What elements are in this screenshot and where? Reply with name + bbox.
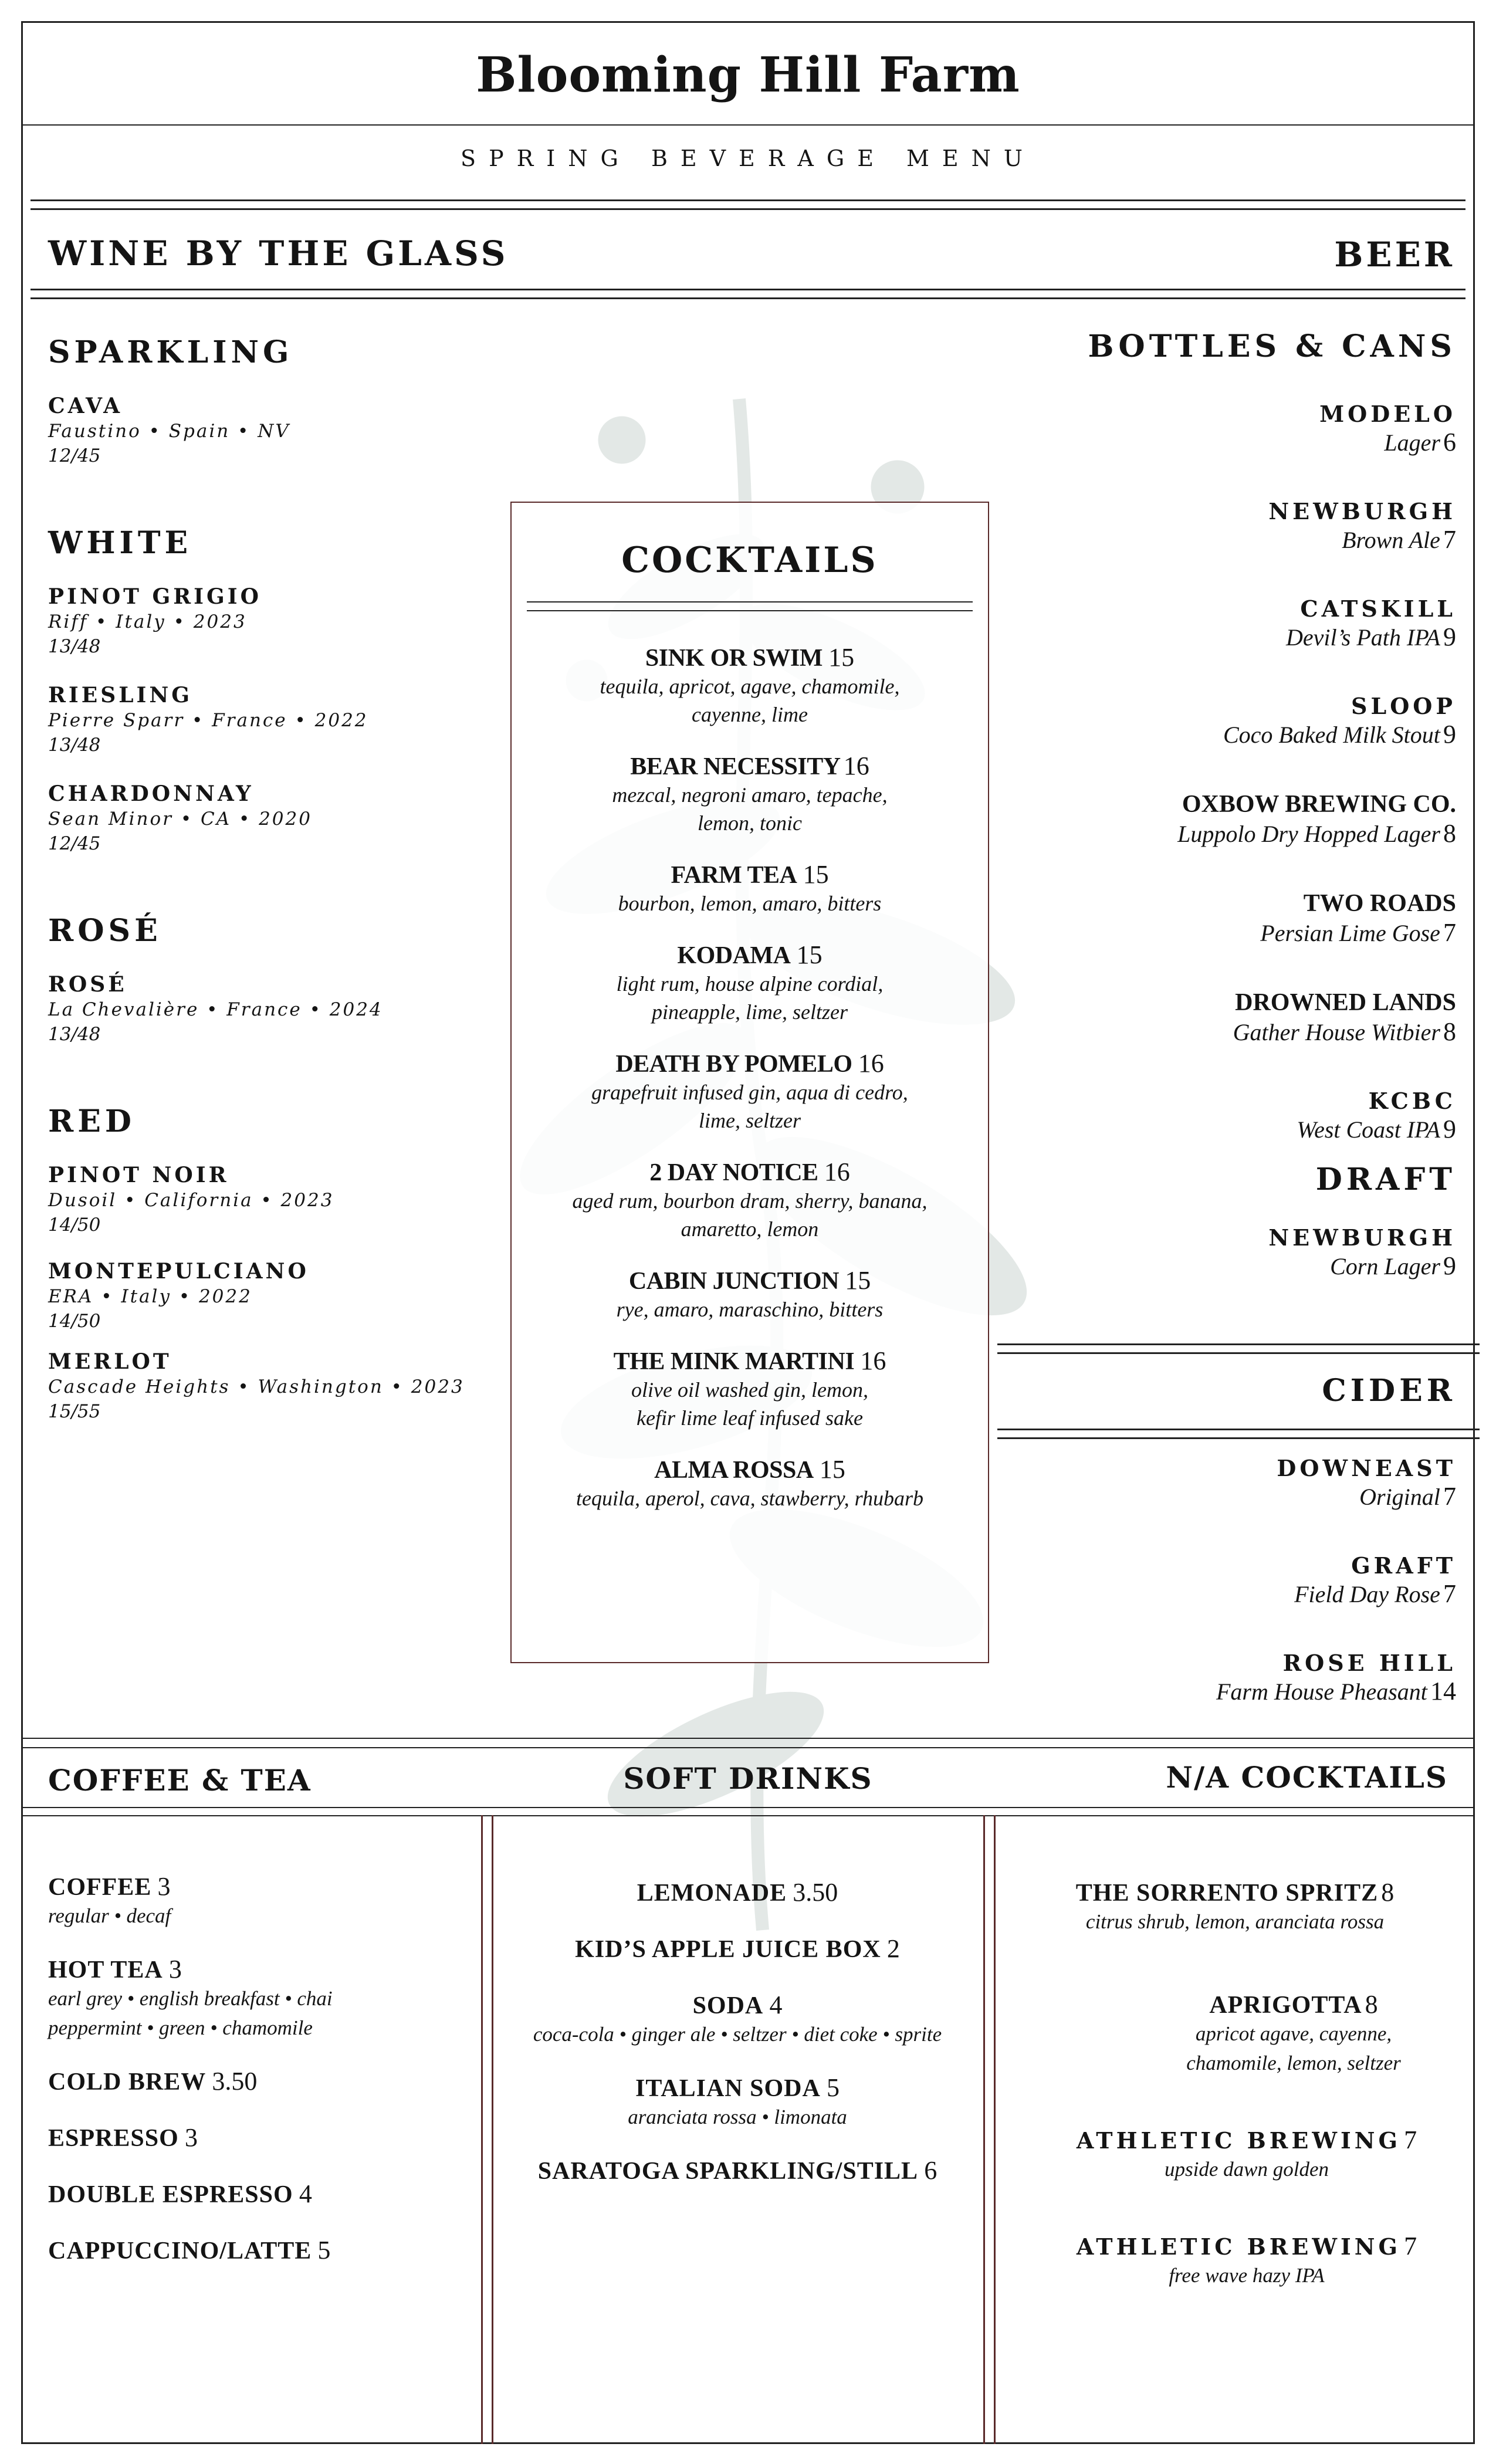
beer-name: MODELO	[1319, 401, 1456, 427]
farm-name-title: Blooming Hill Farm	[476, 47, 1020, 103]
coffee-name: COFFEE	[48, 1874, 152, 1901]
cider-name: DOWNEAST	[1277, 1455, 1456, 1481]
cocktail-item	[510, 859, 989, 918]
cocktail-desc: amaretto, lemon	[681, 1217, 819, 1241]
bottles-cans-heading: BOTTLES & CANS	[1088, 329, 1456, 364]
beer-style: West Coast IPA	[1297, 1116, 1440, 1143]
wine-item	[48, 781, 506, 854]
soft-drink-name: LEMONADE	[637, 1880, 787, 1907]
coffee-item	[48, 1954, 471, 2043]
beer-price: 6	[1443, 428, 1456, 456]
wine-price: 12/45	[48, 445, 101, 466]
column-divider-right-a	[983, 1815, 985, 2444]
beer-name: OXBOW BREWING CO.	[1182, 791, 1456, 818]
coffee-price: 3.50	[212, 2067, 258, 2096]
cider-rule-bottom-a	[997, 1429, 1480, 1430]
header-rule-double-bottom	[31, 208, 1465, 210]
coffee-name: HOT TEA	[48, 1957, 163, 1984]
wine-price: 13/48	[48, 735, 101, 756]
cocktail-name: ALMA ROSSA	[654, 1457, 814, 1484]
na-cocktail-item	[1003, 2125, 1455, 2184]
soft-drinks-heading: SOFT DRINKS	[623, 1761, 873, 1796]
coffee-tea-list	[48, 1871, 471, 2265]
wine-item	[48, 972, 506, 1045]
coffee-desc: regular • decaf	[48, 1904, 171, 1927]
wine-by-the-glass-heading: WINE BY THE GLASS	[48, 233, 509, 273]
bottom-heading-rule-a	[21, 1807, 1475, 1808]
soft-drink-name: KID’S APPLE JUICE BOX	[575, 1936, 881, 1963]
beer-price: 8	[1443, 819, 1456, 848]
na-cocktail-name: ATHLETIC BREWING	[1076, 2127, 1401, 2154]
beer-price: 9	[1443, 1115, 1456, 1143]
cocktail-price: 15	[803, 860, 829, 889]
cocktail-desc: lemon, tonic	[698, 811, 802, 835]
cocktail-price: 16	[858, 1049, 884, 1078]
soft-drink-price: 2	[886, 1934, 900, 1963]
cocktail-item	[510, 940, 989, 1026]
column-divider-left-a	[481, 1815, 483, 2444]
wine-name: ROSÉ	[48, 972, 127, 997]
coffee-name: ESPRESSO	[48, 2125, 179, 2152]
beer-item	[1009, 989, 1456, 1047]
na-cocktail-desc: chamomile, lemon, seltzer	[1186, 2052, 1401, 2074]
wine-item	[48, 584, 506, 657]
coffee-price: 3	[184, 2123, 198, 2152]
soft-drink-price: 3.50	[793, 1878, 838, 1907]
cider-item	[1009, 1650, 1456, 1706]
draft-heading: DRAFT	[1315, 1162, 1456, 1197]
beer-item	[1009, 1088, 1456, 1144]
coffee-name: DOUBLE ESPRESSO	[48, 2181, 293, 2208]
beer-name: NEWBURGH	[1268, 498, 1456, 524]
cocktail-desc: mezcal, negroni amaro, tepache,	[612, 783, 888, 807]
cocktail-item	[510, 1265, 989, 1324]
bottom-rule-b	[21, 1747, 1475, 1748]
cider-item	[1009, 1552, 1456, 1609]
coffee-tea-heading: COFFEE & TEA	[48, 1763, 312, 1798]
beer-style: Brown Ale	[1342, 527, 1440, 553]
column-divider-left-b	[492, 1815, 493, 2444]
cocktails-rule-bottom	[527, 610, 973, 611]
cider-rule-top-b	[997, 1352, 1480, 1354]
cider-style: Farm House Pheasant	[1216, 1678, 1427, 1705]
wine-name: CHARDONNAY	[48, 781, 254, 806]
cocktail-list	[510, 642, 989, 1512]
beer-style: Devil’s Path IPA	[1285, 624, 1440, 651]
cocktail-desc: tequila, apricot, agave, chamomile,	[600, 675, 900, 698]
cider-price: 14	[1430, 1677, 1456, 1705]
soft-drinks-list	[494, 1877, 981, 2185]
wine-details: Cascade Heights • Washington • 2023	[48, 1376, 465, 1397]
header-divider	[21, 124, 1475, 126]
wine-item	[48, 1163, 506, 1236]
cider-rule-top-a	[997, 1343, 1480, 1345]
wine-price: 14/50	[48, 1214, 101, 1236]
beer-price: 8	[1443, 1017, 1456, 1046]
cider-list	[1009, 1455, 1456, 1706]
beer-item	[1009, 401, 1456, 457]
cocktail-item	[510, 642, 989, 729]
beer-heading: BEER	[1334, 235, 1455, 275]
soft-drink-name: ITALIAN SODA	[635, 2075, 821, 2102]
beer-name: NEWBURGH	[1268, 1224, 1456, 1251]
cocktail-desc: grapefruit infused gin, aqua di cedro,	[591, 1081, 908, 1104]
wine-item	[48, 394, 506, 466]
cocktail-desc: cayenne, lime	[692, 703, 808, 726]
na-cocktail-item	[1003, 2231, 1455, 2290]
coffee-name: COLD BREW	[48, 2069, 207, 2096]
na-cocktails-list	[1003, 1877, 1455, 2290]
header-rule-double-top	[31, 199, 1465, 201]
soft-drink-item	[494, 1934, 981, 1964]
beer-style: Gather House Witbier	[1233, 1019, 1440, 1045]
cider-price: 7	[1443, 1579, 1456, 1608]
cocktail-desc: light rum, house alpine cordial,	[616, 972, 884, 996]
beer-item	[1009, 790, 1456, 848]
wine-price: 15/55	[48, 1401, 101, 1422]
wine-item	[48, 1349, 506, 1422]
wine-details: Faustino • Spain • NV	[48, 421, 290, 442]
cocktail-item	[510, 1454, 989, 1512]
na-cocktail-desc: apricot agave, cayenne,	[1195, 2022, 1392, 2045]
wine-details: Pierre Sparr • France • 2022	[48, 710, 368, 731]
wine-name: MONTEPULCIANO	[48, 1259, 309, 1284]
cider-item	[1009, 1455, 1456, 1511]
wine-column	[48, 334, 506, 1422]
soft-drink-item	[494, 2073, 981, 2132]
cocktail-price: 16	[843, 752, 869, 780]
wine-price: 13/48	[48, 1024, 101, 1045]
na-cocktail-desc: upside dawn golden	[1165, 2158, 1329, 2181]
na-cocktail-item	[1003, 1989, 1455, 2078]
wine-price: 12/45	[48, 833, 101, 854]
wine-name: MERLOT	[48, 1349, 172, 1374]
wine-name: PINOT NOIR	[48, 1163, 229, 1187]
beer-column	[1009, 329, 1456, 1281]
cocktail-price: 16	[824, 1157, 850, 1186]
na-cocktail-name: ATHLETIC BREWING	[1076, 2233, 1401, 2260]
na-cocktail-name: THE SORRENTO SPRITZ	[1075, 1880, 1379, 1907]
cocktail-item	[510, 751, 989, 837]
cocktail-name: FARM TEA	[671, 862, 797, 889]
bottom-heading-rule-b	[21, 1815, 1475, 1816]
cider-style: Field Day Rose	[1294, 1581, 1440, 1607]
coffee-item	[48, 1871, 471, 1931]
cocktail-desc: aged rum, bourbon dram, sherry, banana,	[572, 1189, 928, 1213]
na-cocktail-desc: citrus shrub, lemon, aranciata rossa	[1085, 1910, 1385, 1933]
cocktails-heading: COCKTAILS	[621, 540, 878, 581]
beer-price: 9	[1443, 1251, 1456, 1280]
na-cocktail-price: 8	[1365, 1990, 1378, 2019]
cocktails-rule-top	[527, 601, 973, 603]
cocktail-name: DEATH BY POMELO	[615, 1051, 852, 1078]
cocktail-desc: olive oil washed gin, lemon,	[631, 1378, 868, 1402]
soft-drink-item	[494, 1877, 981, 1907]
cider-price: 7	[1443, 1482, 1456, 1511]
soft-drink-desc: coca-cola • ginger ale • seltzer • diet coke • sprite	[533, 2023, 942, 2046]
cocktail-desc: pineapple, lime, seltzer	[652, 1000, 848, 1024]
beer-style: Lager	[1384, 429, 1440, 456]
wine-item	[48, 683, 506, 756]
red-heading: RED	[48, 1104, 136, 1139]
coffee-name: CAPPUCCINO/LATTE	[48, 2238, 312, 2265]
na-cocktail-desc: free wave hazy IPA	[1169, 2264, 1325, 2287]
na-cocktail-item	[1003, 1877, 1455, 1937]
beer-style: Corn Lager	[1330, 1253, 1440, 1280]
white-heading: WHITE	[48, 525, 192, 561]
cocktail-item	[510, 1346, 989, 1432]
wine-details: ERA • Italy • 2022	[48, 1286, 252, 1307]
coffee-price: 5	[317, 2236, 331, 2265]
cocktail-price: 16	[860, 1346, 886, 1375]
beer-name: SLOOP	[1351, 693, 1456, 719]
wine-item	[48, 1259, 506, 1332]
cocktail-name: CABIN JUNCTION	[628, 1268, 840, 1295]
na-cocktail-price: 7	[1404, 2232, 1417, 2260]
cocktail-name: KODAMA	[677, 942, 791, 969]
cider-rule-bottom-b	[997, 1437, 1480, 1439]
coffee-price: 4	[299, 2179, 312, 2208]
beer-style: Luppolo Dry Hopped Lager	[1177, 821, 1440, 847]
coffee-item	[48, 2235, 471, 2265]
cocktail-name: 2 DAY NOTICE	[649, 1159, 818, 1186]
na-cocktail-name: APRIGOTTA	[1209, 1992, 1362, 2019]
soft-drink-item	[494, 1990, 981, 2049]
cider-style: Original	[1359, 1484, 1440, 1510]
cocktail-name: SINK OR SWIM	[645, 645, 823, 672]
cocktail-price: 15	[828, 643, 855, 672]
section-rule-bottom	[31, 297, 1465, 299]
wine-price: 14/50	[48, 1311, 101, 1332]
wine-name: RIESLING	[48, 683, 192, 708]
coffee-item	[48, 2066, 471, 2096]
coffee-price: 3	[168, 1955, 182, 1984]
bottom-rule-a	[21, 1738, 1475, 1739]
beer-price: 7	[1443, 525, 1456, 554]
soft-drink-item	[494, 2155, 981, 2185]
soft-drink-name: SODA	[692, 1992, 764, 2019]
beer-style: Persian Lime Gose	[1260, 920, 1440, 946]
cocktail-price: 15	[819, 1455, 845, 1484]
beer-name: TWO ROADS	[1303, 890, 1456, 917]
soft-drink-price: 4	[769, 1991, 783, 2019]
section-rule-top	[31, 289, 1465, 290]
soft-drink-desc: aranciata rossa • limonata	[628, 2106, 847, 2128]
beer-name: CATSKILL	[1300, 595, 1456, 622]
coffee-price: 3	[157, 1872, 171, 1901]
wine-details: La Chevalière • France • 2024	[48, 999, 383, 1020]
coffee-desc: earl grey • english breakfast • chai	[48, 1987, 333, 2010]
beer-item	[1009, 693, 1456, 749]
cider-name: ROSE HILL	[1282, 1650, 1456, 1676]
cocktail-desc: tequila, aperol, cava, stawberry, rhubarb	[576, 1487, 923, 1510]
column-divider-right-b	[994, 1815, 996, 2444]
coffee-item	[48, 2123, 471, 2152]
cocktail-desc: rye, amaro, maraschino, bitters	[616, 1298, 884, 1321]
beer-name: KCBC	[1368, 1088, 1456, 1114]
soft-drink-name: SARATOGA SPARKLING/STILL	[537, 2158, 919, 2185]
rose-heading: ROSÉ	[48, 913, 162, 949]
soft-drink-price: 5	[826, 2073, 840, 2102]
cider-name: GRAFT	[1351, 1552, 1456, 1579]
na-cocktail-price: 7	[1404, 2125, 1417, 2154]
soft-drink-price: 6	[924, 2156, 937, 2185]
cocktail-item	[510, 1157, 989, 1243]
beer-name: DROWNED LANDS	[1235, 989, 1456, 1016]
beer-price: 9	[1443, 720, 1456, 749]
cider-heading: CIDER	[1322, 1373, 1456, 1409]
beer-style: Coco Baked Milk Stout	[1223, 722, 1440, 748]
wine-details: Riff • Italy • 2023	[48, 611, 247, 632]
beer-item	[1009, 889, 1456, 947]
cocktail-price: 15	[796, 940, 823, 969]
cocktail-price: 15	[845, 1266, 871, 1295]
cocktail-desc: kefir lime leaf infused sake	[637, 1406, 863, 1430]
wine-price: 13/48	[48, 636, 101, 657]
wine-details: Sean Minor • CA • 2020	[48, 808, 312, 830]
coffee-item	[48, 2179, 471, 2209]
beer-price: 9	[1443, 622, 1456, 651]
cocktail-desc: lime, seltzer	[699, 1109, 801, 1132]
coffee-desc: peppermint • green • chamomile	[48, 2016, 313, 2039]
menu-subtitle: SPRING BEVERAGE MENU	[461, 145, 1035, 171]
sparkling-heading: SPARKLING	[48, 334, 293, 370]
beer-price: 7	[1443, 918, 1456, 947]
cocktail-name: BEAR NECESSITY	[630, 753, 841, 780]
beer-item	[1009, 595, 1456, 652]
na-cocktails-heading: N/A COCKTAILS	[1166, 1760, 1448, 1795]
beer-item	[1009, 1224, 1456, 1281]
wine-name: PINOT GRIGIO	[48, 584, 262, 609]
cocktail-desc: bourbon, lemon, amaro, bitters	[618, 892, 882, 915]
wine-details: Dusoil • California • 2023	[48, 1190, 334, 1211]
na-cocktail-price: 8	[1381, 1878, 1395, 1907]
wine-name: CAVA	[48, 394, 123, 418]
cocktail-item	[510, 1048, 989, 1135]
cocktail-name: THE MINK MARTINI	[613, 1348, 855, 1375]
beer-item	[1009, 498, 1456, 554]
